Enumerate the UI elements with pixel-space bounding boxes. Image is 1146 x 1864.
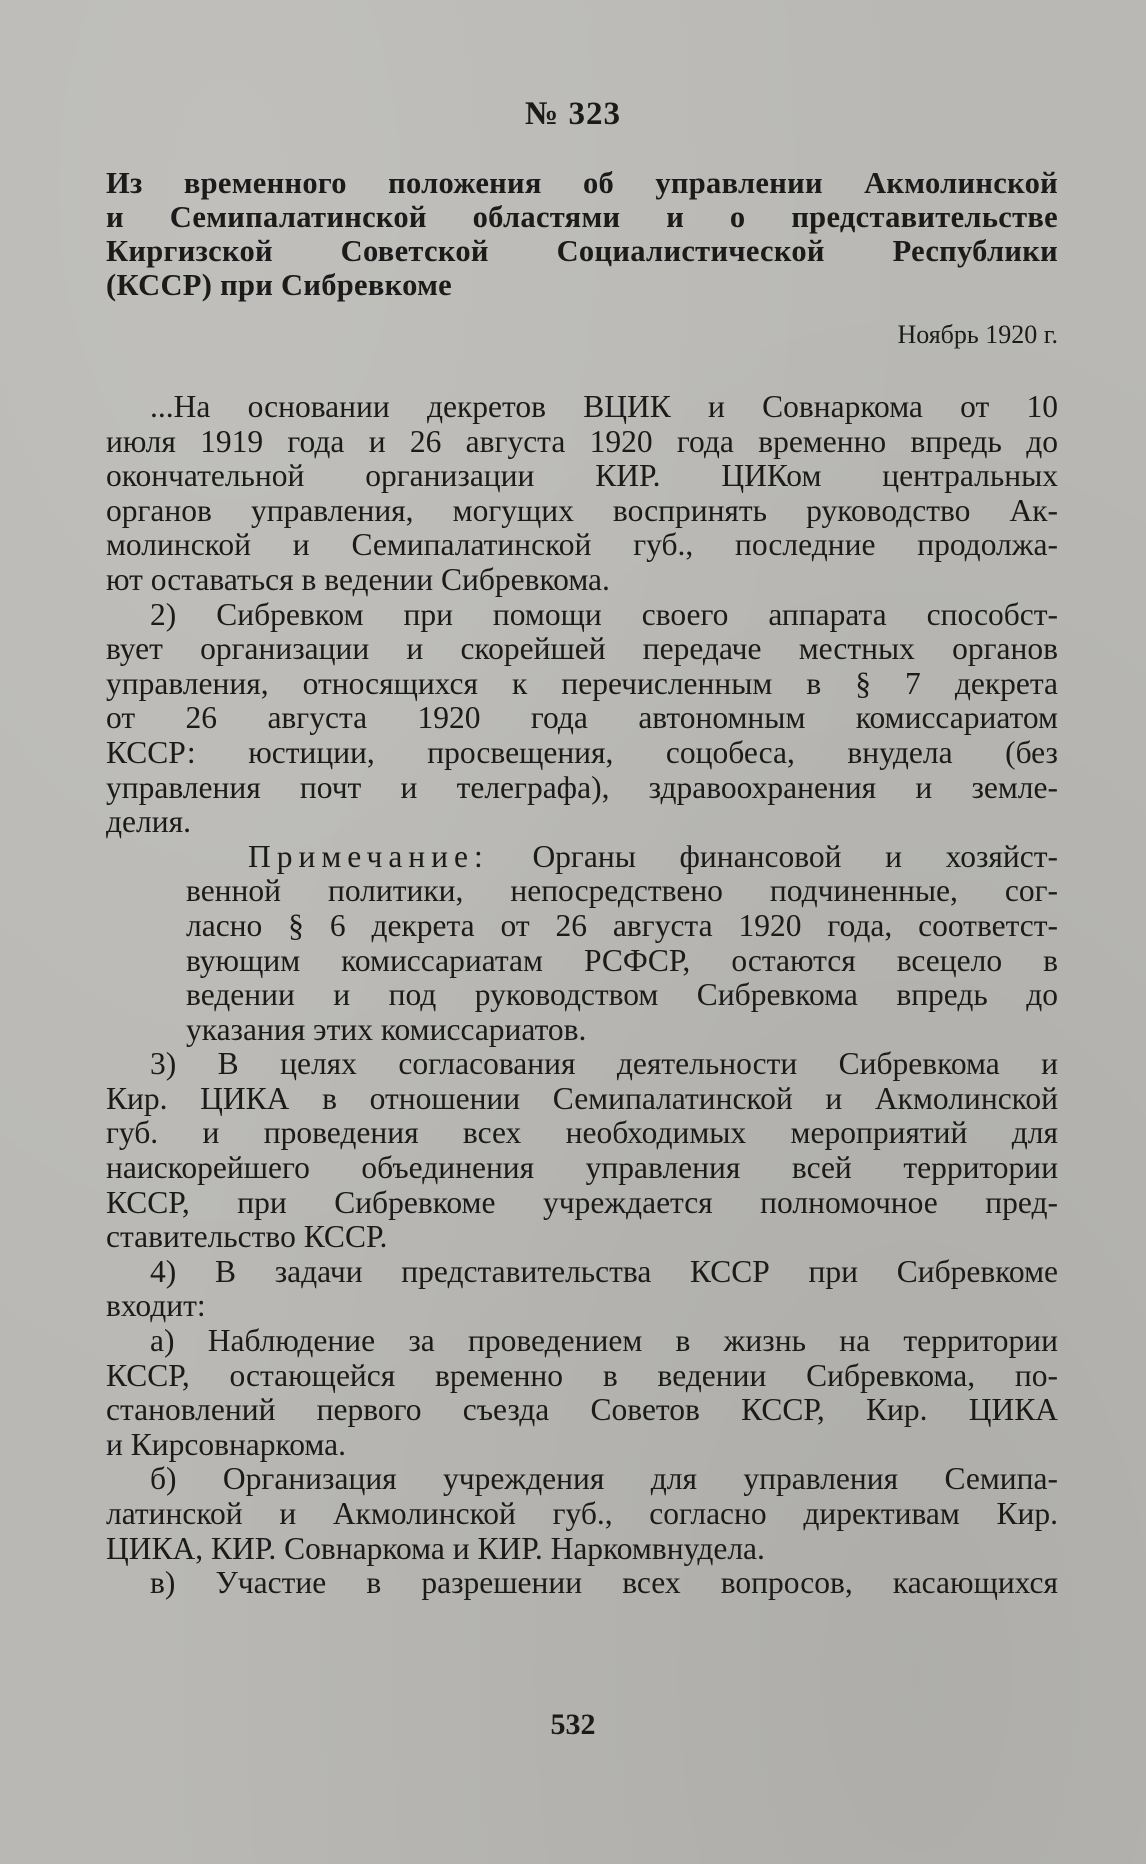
- title-line: (КССР) при Сибревкоме: [106, 268, 452, 302]
- note-line: ласно § 6 декрета от 26 августа 1920 года, соответст-: [186, 907, 1058, 943]
- text-line: входит:: [106, 1288, 206, 1324]
- document-body: [106, 390, 1058, 1601]
- text-line: и Кирсовнаркома.: [106, 1426, 346, 1462]
- text-line: управления почт и телеграфа), здравоохранения и земле-: [106, 769, 1058, 805]
- note-line: указания этих комиссариатов.: [186, 1011, 587, 1047]
- text-line: 2) Сибревком при помощи своего аппарата способст-: [150, 596, 1058, 632]
- note-first-line: [186, 840, 1058, 875]
- note-text: Органы финансовой и хозяйст-: [532, 838, 1058, 874]
- text-line: ...На основании декретов ВЦИК и Совнаркома от 10: [150, 389, 1058, 424]
- text-line: окончательной организации КИР. ЦИКом центральных: [106, 458, 1058, 494]
- text-line: Кир. ЦИКА в отношении Семипалатинской и Акмолинской: [106, 1080, 1058, 1116]
- note-block: [106, 840, 1058, 1048]
- text-line: КССР: юстиции, просвещения, соцобеса, внудела (без: [106, 734, 1058, 770]
- title-line: и Семипалатинской областями и о представительстве: [106, 200, 1058, 234]
- text-line: в) Участие в разрешении всех вопросов, касающихся: [150, 1565, 1058, 1601]
- title-line: Из временного положения об управлении Акмолинской: [106, 166, 1058, 200]
- text-line: 3) В целях согласования деятельности Сибревкома и: [150, 1046, 1058, 1082]
- text-line: ставительство КССР.: [106, 1219, 388, 1255]
- text-line: управления, относящихся к перечисленным в § 7 декрета: [106, 665, 1058, 701]
- text-line: наискорейшего объединения управления всей территории: [106, 1150, 1058, 1186]
- note-line: венной политики, непосредствено подчиненные, сог-: [186, 873, 1058, 909]
- note-line: ведении и под руководством Сибревкома впредь до: [186, 977, 1058, 1013]
- document-title: [106, 166, 1058, 302]
- note-line: вующим комиссариатам РСФСР, остаются всецело в: [186, 942, 1058, 978]
- text-line: а) Наблюдение за проведением в жизнь на территории: [150, 1323, 1058, 1359]
- text-line: 4) В задачи представительства КССР при Сибревкоме: [150, 1253, 1058, 1289]
- text-line: ЦИКА, КИР. Совнаркома и КИР. Наркомвнудела.: [106, 1530, 765, 1566]
- text-line: молинской и Семипалатинской губ., последние продолжа-: [106, 527, 1058, 563]
- text-line: б) Организация учреждения для управления Семипа-: [150, 1461, 1058, 1497]
- text-line: органов управления, могущих воспринять руководство Ак-: [106, 492, 1058, 528]
- text-line: КССР, остающейся временно в ведении Сибревкома, по-: [106, 1357, 1058, 1393]
- note-label: Примечание:: [248, 838, 489, 874]
- text-line: вует организации и скорейшей передаче местных органов: [106, 631, 1058, 667]
- title-line: Киргизской Советской Социалистической Республики: [106, 234, 1058, 268]
- text-line: латинской и Акмолинской губ., согласно директивам Кир.: [106, 1496, 1058, 1531]
- text-line: губ. и проведения всех необходимых мероприятий для: [106, 1115, 1058, 1151]
- page-number: 532: [550, 1708, 596, 1741]
- text-line: июля 1919 года и 26 августа 1920 года временно впредь до: [106, 423, 1058, 459]
- text-line: ют оставаться в ведении Сибревкома.: [106, 561, 610, 597]
- text-line: становлений первого съезда Советов КССР, Кир. ЦИКА: [106, 1392, 1058, 1428]
- text-line: КССР, при Сибревкоме учреждается полномочное пред-: [106, 1184, 1058, 1220]
- document-number: № 323: [525, 96, 621, 132]
- text-line: делия.: [106, 804, 191, 840]
- text-line: от 26 августа 1920 года автономным комиссариатом: [106, 700, 1058, 736]
- document-date: Ноябрь 1920 г.: [897, 320, 1058, 349]
